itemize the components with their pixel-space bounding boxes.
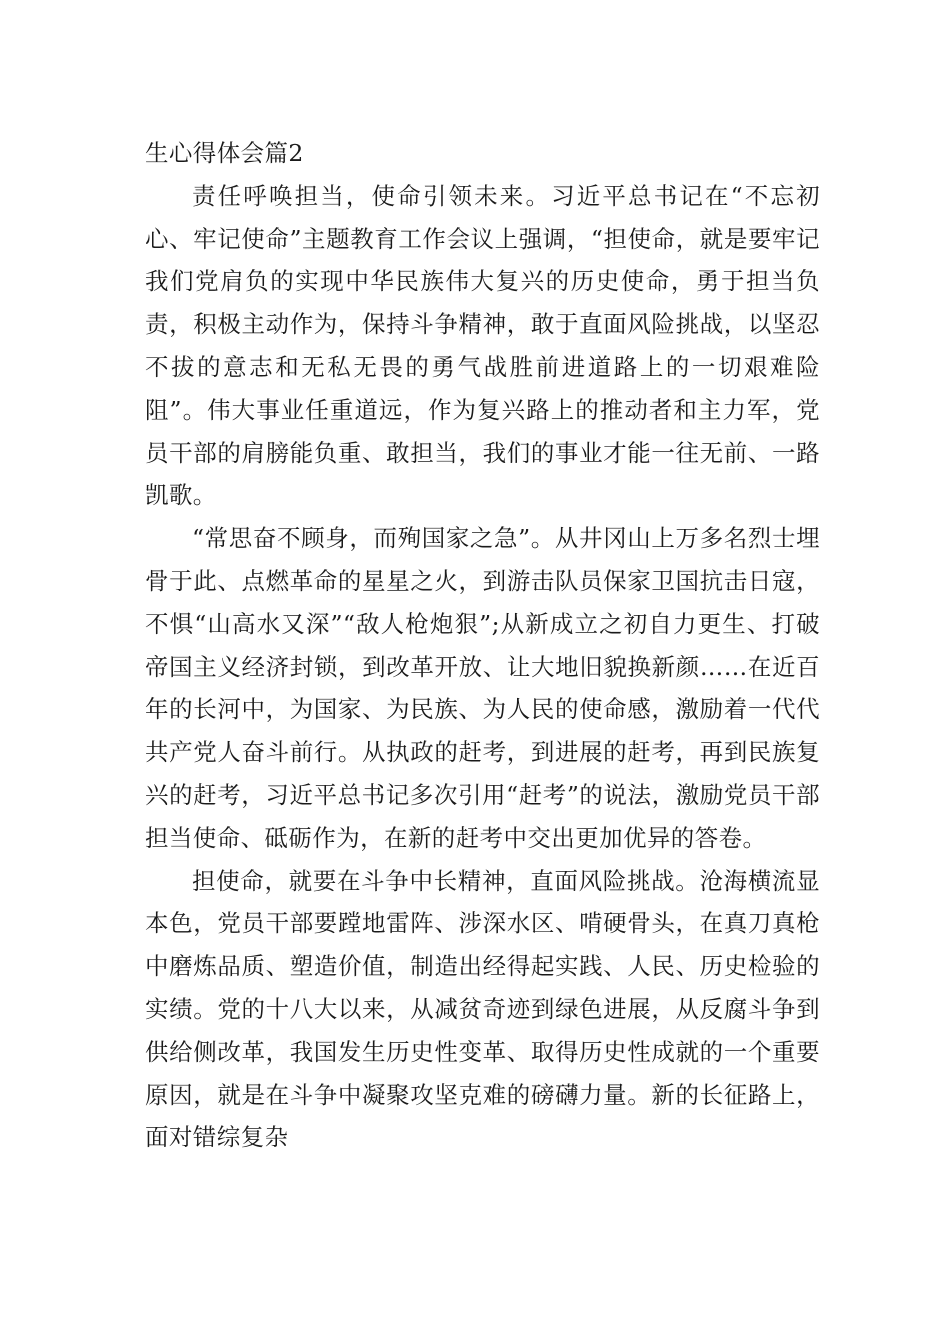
document-body [145, 132, 820, 1159]
section-heading: 生心得体会篇2 [145, 139, 304, 167]
paragraph-2: “常思奋不顾身，而殉国家之急”。从井冈山上万多名烈士埋骨于此、点燃革命的星星之火，到游击队员保家卫国抗击日寇，不惧“山高水又深”“敌人枪炮狠”;从新成立之初自力更生、打破帝国主义经济封锁，到改革开放、让大地旧貌换新颜……在近百年的长河中，为国家、为民族、为人民的使命感，激励着一代代共产党人奋斗前行。从执政的赶考，到进展的赶考，再到民族复兴的赶考，习近平总书记多次引用“赶考”的说法，激励党员干部担当使命、砥砺作为，在新的赶考中交出更加优异的答卷。 [145, 524, 820, 852]
paragraph-3: 担使命，就要在斗争中长精神，直面风险挑战。沧海横流显本色，党员干部要蹚地雷阵、涉深水区、啃硬骨头，在真刀真枪中磨炼品质、塑造价值，制造出经得起实践、人民、历史检验的实绩。党的十八大以来，从减贫奇迹到绿色进展，从反腐斗争到供给侧改革，我国发生历史性变革、取得历史性成就的一个重要原因，就是在斗争中凝聚攻坚克难的磅礴力量。新的长征路上，面对错综复杂 [145, 866, 820, 1152]
paragraph-1: 责任呼唤担当，使命引领未来。习近平总书记在“不忘初心、牢记使命”主题教育工作会议上强调，“担使命，就是要牢记我们党肩负的实现中华民族伟大复兴的历史使命，勇于担当负责，积极主动作为，保持斗争精神，敢于直面风险挑战，以坚忍不拔的意志和无私无畏的勇气战胜前进道路上的一切艰难险阻”。伟大事业任重道远，作为复兴路上的推动者和主力军，党员干部的肩膀能负重、敢担当，我们的事业才能一往无前、一路凯歌。 [145, 181, 820, 510]
